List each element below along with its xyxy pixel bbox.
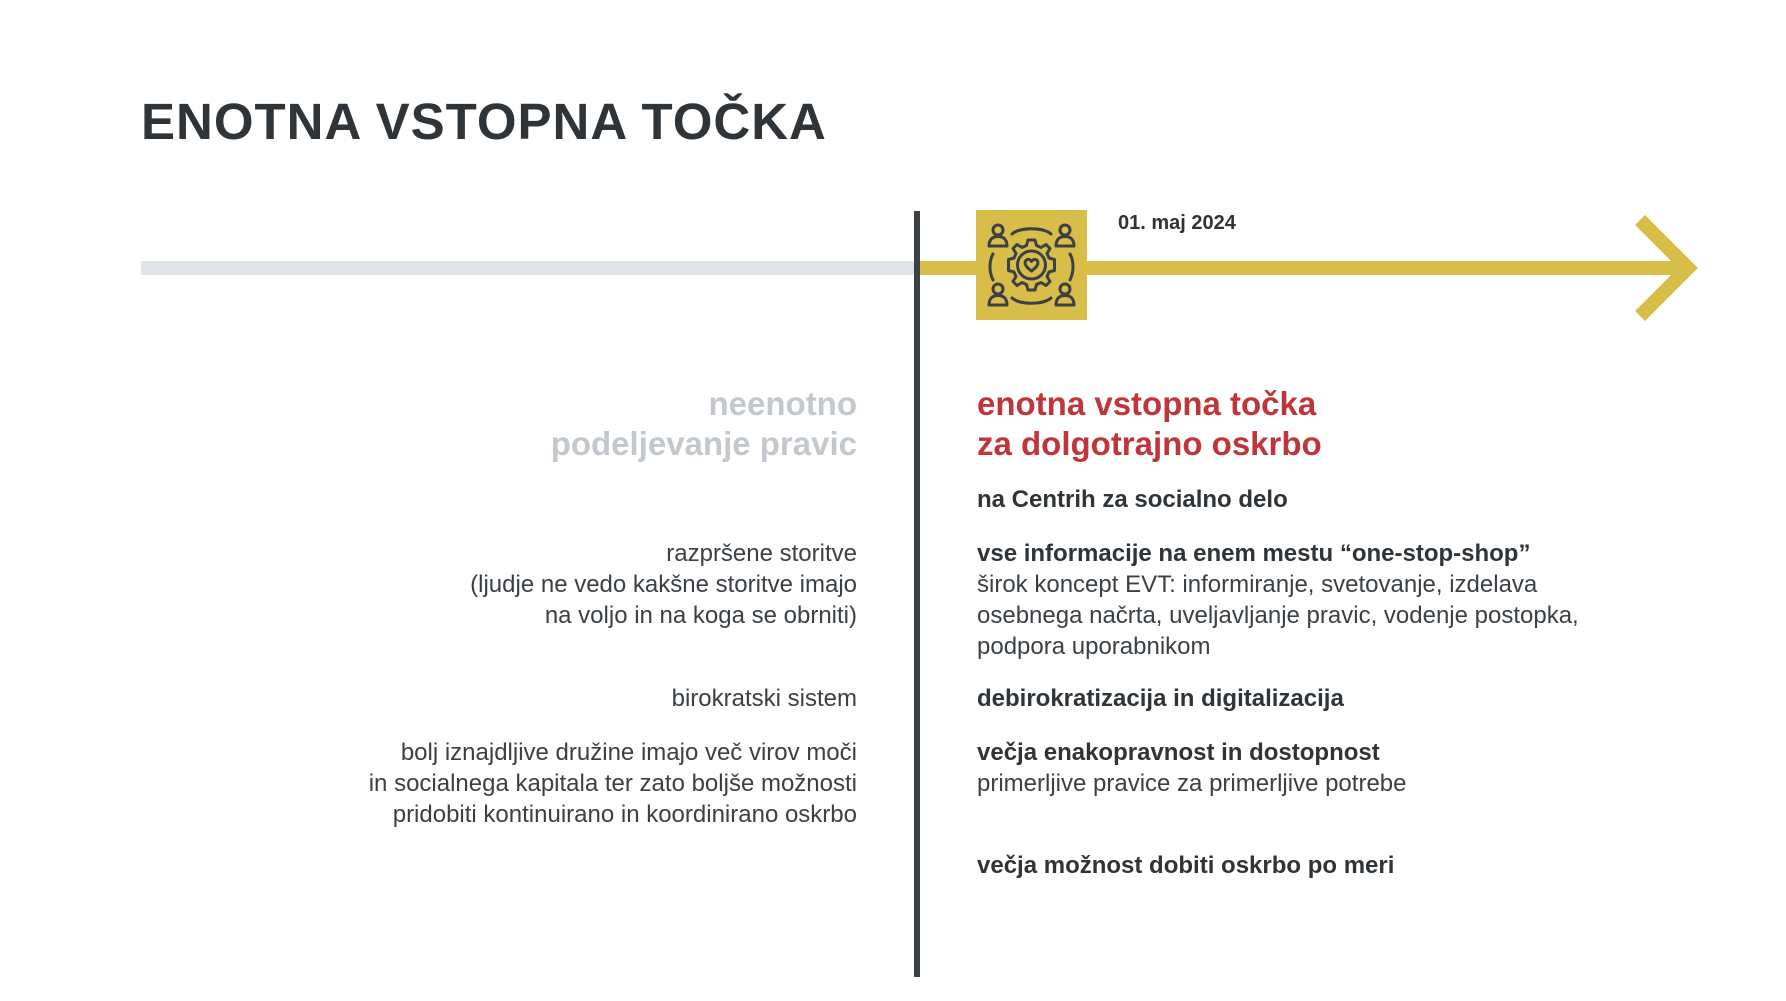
right-item-title: vse informacije na enem mestu “one-stop-shop”: [977, 540, 1531, 567]
right-item-line: širok koncept EVT: informiranje, svetovanje, izdelava: [977, 571, 1538, 598]
timeline-date: 01. maj 2024: [1118, 212, 1236, 234]
left-heading-line: podeljevanje pravic: [550, 425, 857, 462]
people-gear-heart-icon: [976, 210, 1087, 320]
right-item-social-centres: [977, 484, 1288, 515]
right-item-one-stop-shop: [977, 538, 1579, 662]
right-item-title: debirokratizacija in digitalizacija: [977, 685, 1344, 712]
right-item-tailored-care: [977, 850, 1394, 881]
right-item-line: podpora uporabnikom: [977, 633, 1211, 660]
right-item-title: večja enakopravnost in dostopnost: [977, 739, 1380, 766]
left-item-scattered-services: [470, 538, 857, 631]
right-item-title: večja možnost dobiti oskrbo po meri: [977, 852, 1395, 879]
right-item-debureaucratization: [977, 683, 1344, 714]
left-heading-line: neenotno: [708, 385, 857, 422]
left-item-line: in socialnega kapitala ter zato boljše možnosti: [368, 770, 857, 797]
left-item-line: na voljo in na koga se obrniti): [544, 602, 857, 629]
left-heading: [551, 384, 857, 464]
left-item-line: pridobiti kontinuirano in koordinirano oskrbo: [392, 801, 857, 828]
right-heading-line: za dolgotrajno oskrbo: [977, 425, 1322, 462]
right-item-line: osebnega načrta, uveljavljanje pravic, vodenje postopka,: [977, 602, 1579, 629]
left-item-resourceful-families: [369, 737, 857, 830]
left-item-line: birokratski sistem: [671, 685, 857, 712]
left-item-line: bolj iznajdljive družine imajo več virov moči: [400, 739, 857, 766]
timeline-divider: [914, 211, 920, 977]
left-item-line: (ljudje ne vedo kakšne storitve imajo: [470, 571, 857, 598]
right-item-equality-access: [977, 737, 1406, 799]
slide-title: ENOTNA VSTOPNA TOČKA: [141, 93, 827, 150]
right-item-title: na Centrih za socialno delo: [977, 486, 1288, 513]
right-heading-line: enotna vstopna točka: [977, 385, 1317, 422]
left-item-line: razpršene storitve: [666, 540, 857, 567]
left-item-bureaucratic-system: [672, 683, 857, 714]
timeline-before: [141, 261, 921, 275]
right-heading: [977, 384, 1322, 464]
right-item-line: primerljive pravice za primerljive potrebe: [977, 770, 1407, 797]
